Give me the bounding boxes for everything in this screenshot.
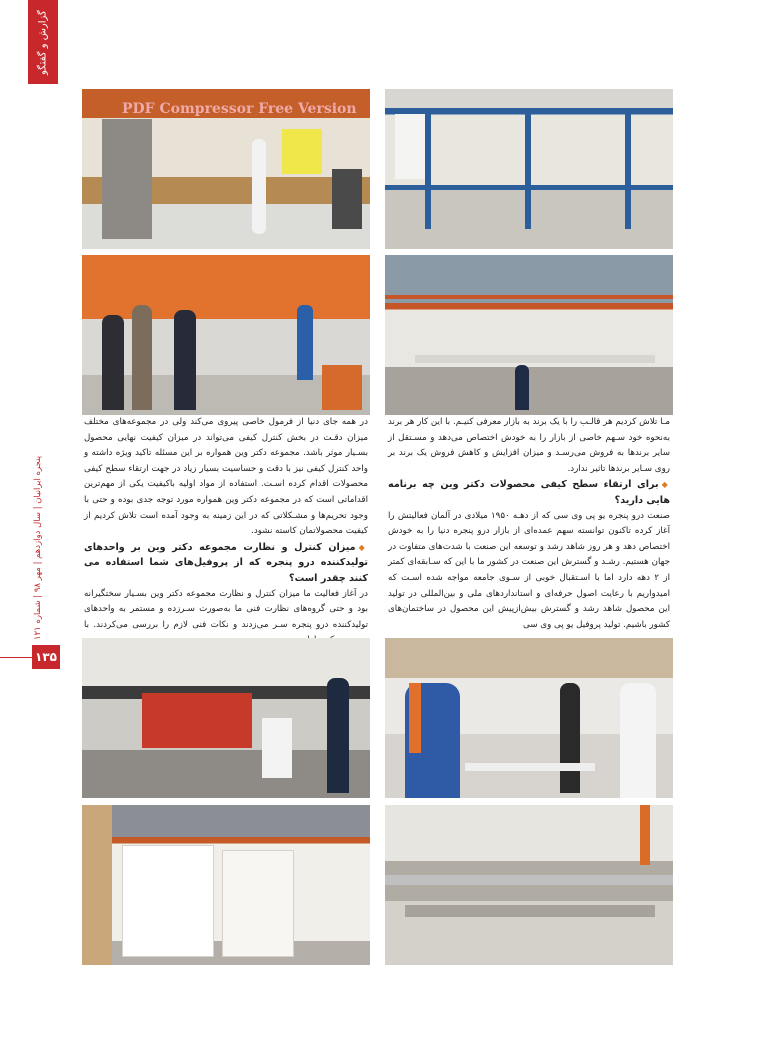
heading-text: میزان کنترل و نظارت مجموعه دکتر وین بر واحدهای تولیدکننده درو پنجره که از پروفیل‌های شما استفاده می کنند چقدر است؟	[84, 541, 368, 584]
question-heading	[388, 477, 670, 508]
photo-material-storage	[82, 805, 370, 965]
heading-text: برای ارتقاء سطح کیفی محصولات دکتر وین چه برنامه هایی دارید؟	[388, 479, 670, 506]
bullet-icon: ◆	[358, 542, 368, 552]
photo-warehouse-racks	[385, 89, 673, 249]
bullet-icon: ◆	[661, 480, 670, 490]
issue-info-strip: پنجره ایرانیان | سال دوازدهم | مهر ۹۸ | شماره ۱۲۱	[33, 455, 43, 640]
article-column-left	[84, 415, 368, 649]
photo-production-hall	[385, 255, 673, 415]
paragraph: صنعت درو پنجره یو پی وی سی که از دهـه ۱۹۵۰ میلادی در آلمان فعالیتش را آغاز کرده تاکنون توانسته سهم عمده‌ای از بازار درو پنجره دنیا را به خودش اختصاص دهد و هر روز شاهد رشد و توسعه این صنعت با شدت‌های متفاوت در جهان هستیم. رشـد و گسترش این صنعت در کشور ما با این که سـابقه‌ای کمتر از ۲ دهه دارد اما با اسـتقبال خوبی از سـوی جامعه مواجه شده اسـت که امیدواریم با رعایت اصول حرفه‌ای و استانداردهای ملی و بین‌المللی در تولید این محصول شاهد رشد و گسترش بیش‌ازپیش این محصول در ساختمان‌های کشور باشیم. تولید پروفیل یو پی وی سی	[388, 510, 670, 630]
page-number-rule	[0, 657, 32, 658]
photo-factory-visitors	[82, 255, 370, 415]
watermark-text: PDF Compressor Free Version	[122, 101, 357, 117]
section-tab-label: گزارش و گفتگو	[37, 10, 49, 76]
page-number: ۱۳۵	[32, 645, 60, 669]
photo-pipe-machinery	[385, 805, 673, 965]
article-column-right	[388, 415, 670, 633]
paragraph: در همه جای دنیا از فرمول خاصی پیروی می‌کند ولی در مجموعه‌های مختلف میزان دقـت در بخش کنترل کیفی می‌تواند در میزان کیفیت نهایی محصول بسـیار موثر باشد. مجموعه دکتر وین همواره بر این مسئله تاکید ویژه داشته و واحد کنترل کیفی نیز با دقت و حساسیت بسیار زیاد در جهت ارتقاء سطح کیفی محصولات اقدام کرده اسـت. استفاده از مواد اولیه باکیفیت یکی از مهم‌ترین اقداماتی است که در مجموعه دکتر وین همواره مورد توجه جدی بوده و حتی با وجود تحریم‌ها و مشـکلاتی که در این زمینه به وجود آمده است تلاش کردیم از کیفیت محصولاتمان کاسته نشود.	[84, 417, 368, 537]
paragraph: مـا تلاش کردیم هر قالـب را با یک برند به بازار معرفی کنیـم. با این کار هر برند به‌نحوه خود سـهم خاصی از بازار را به خودش اختصاص می‌دهد و مسـتقل از سایر برندها به فروش می‌رسـد و میزان افزایش و کاهش فروش یک برند بر روی سـایر برندها تاثیر ندارد.	[388, 417, 670, 474]
photo-extrusion-line	[82, 638, 370, 798]
question-heading	[84, 540, 368, 587]
photo-workers-inspection	[385, 638, 673, 798]
paragraph: در آغاز فعالیت ما میزان کنترل و نظارت مجموعه دکتر وین بسـیار سختگیرانه بود و حتی گروه‌های نظارت فنی ما به‌صورت سـرزده و مستمر به واحدهای تولیدکننده درو پنجره سـر می‌زدند و نکات فنی لازم را بررسی می‌کردند. با	[84, 588, 368, 630]
